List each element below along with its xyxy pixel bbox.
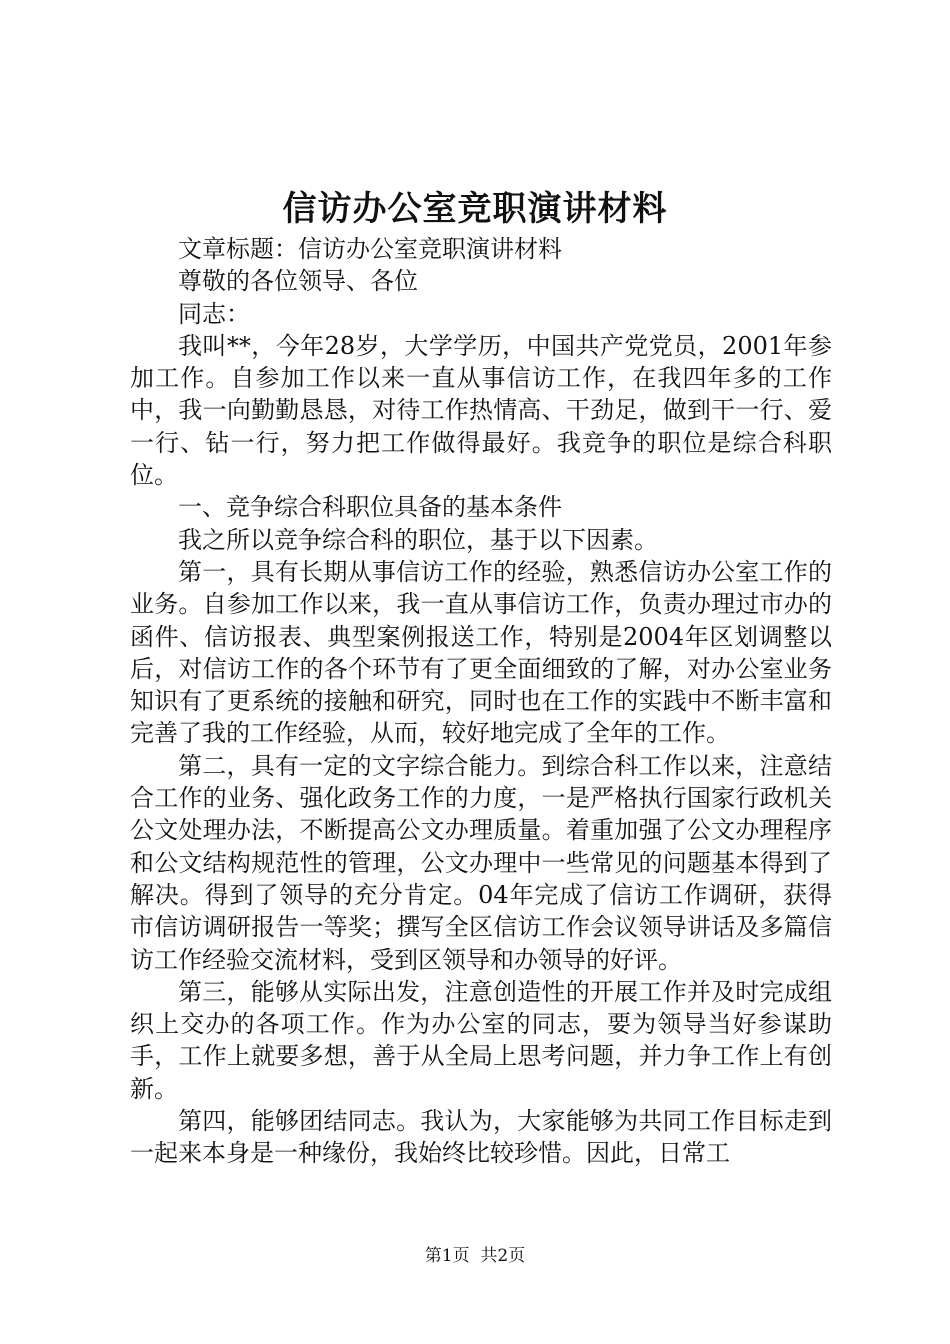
paragraph-second: 第二，具有一定的文字综合能力。到综合科工作以来，注意结合工作的业务、强化政务工作的力度，一是严格执行国家行政机关公文处理办法，不断提高公文办理质量。着重加强了公文办理程序和公文结构规范性的管理，公文办理中一些常见的问题基本得到了解决。得到了领导的充分肯定。04年完成了信访工作调研，获得市信访调研报告一等奖；撰写全区信访工作会议领导讲话及多篇信访工作经验交流材料，受到区领导和办领导的好评。 — [130, 751, 832, 974]
section-heading: 一、竞争综合科职位具备的基本条件 — [178, 493, 562, 522]
paragraph-fourth: 第四，能够团结同志。我认为，大家能够为共同工作目标走到一起来本身是一种缘份，我始终比较珍惜。因此，日常工 — [130, 1107, 832, 1168]
paragraph-article-title: 文章标题：信访办公室竞职演讲材料 — [178, 235, 562, 263]
page-footer — [0, 1245, 950, 1267]
paragraph-salutation-cont: 同志： — [178, 299, 250, 328]
page-number: 第1页 — [424, 1246, 470, 1266]
paragraph-first: 第一，具有长期从事信访工作的经验，熟悉信访办公室工作的业务。自参加工作以来，我一直从事信访工作，负责办理过市办的函件、信访报表、典型案例报送工作，特别是2004年区划调整以后，对信访工作的各个环节有了更全面细致的了解，对办公室业务知识有了更系统的接触和研究，同时也在工作的实践中不断丰富和完善了我的工作经验，从而，较好地完成了全年的工作。 — [130, 557, 832, 748]
paragraph-salutation: 尊敬的各位领导、各位 — [178, 267, 418, 296]
page-total: 共2页 — [480, 1246, 526, 1266]
document-body — [130, 233, 832, 1170]
paragraph-intro: 我叫**，今年28岁，大学学历，中国共产党党员，2001年参加工作。自参加工作以来一直从事信访工作，在我四年多的工作中，我一向勤勤恳恳，对待工作热情高、干劲足，做到干一行、爱一行、钻一行，努力把工作做得最好。我竞争的职位是综合科职位。 — [130, 331, 832, 490]
paragraph-third: 第三，能够从实际出发，注意创造性的开展工作并及时完成组织上交办的各项工作。作为办公室的同志，要为领导当好参谋助手，工作上就要多想，善于从全局上思考问题，并力争工作上有创新。 — [130, 977, 832, 1103]
paragraph-reasons: 我之所以竞争综合科的职位，基于以下因素。 — [178, 525, 658, 554]
footer-separator — [470, 1246, 481, 1266]
document-title: 信访办公室竞职演讲材料 — [282, 189, 668, 229]
